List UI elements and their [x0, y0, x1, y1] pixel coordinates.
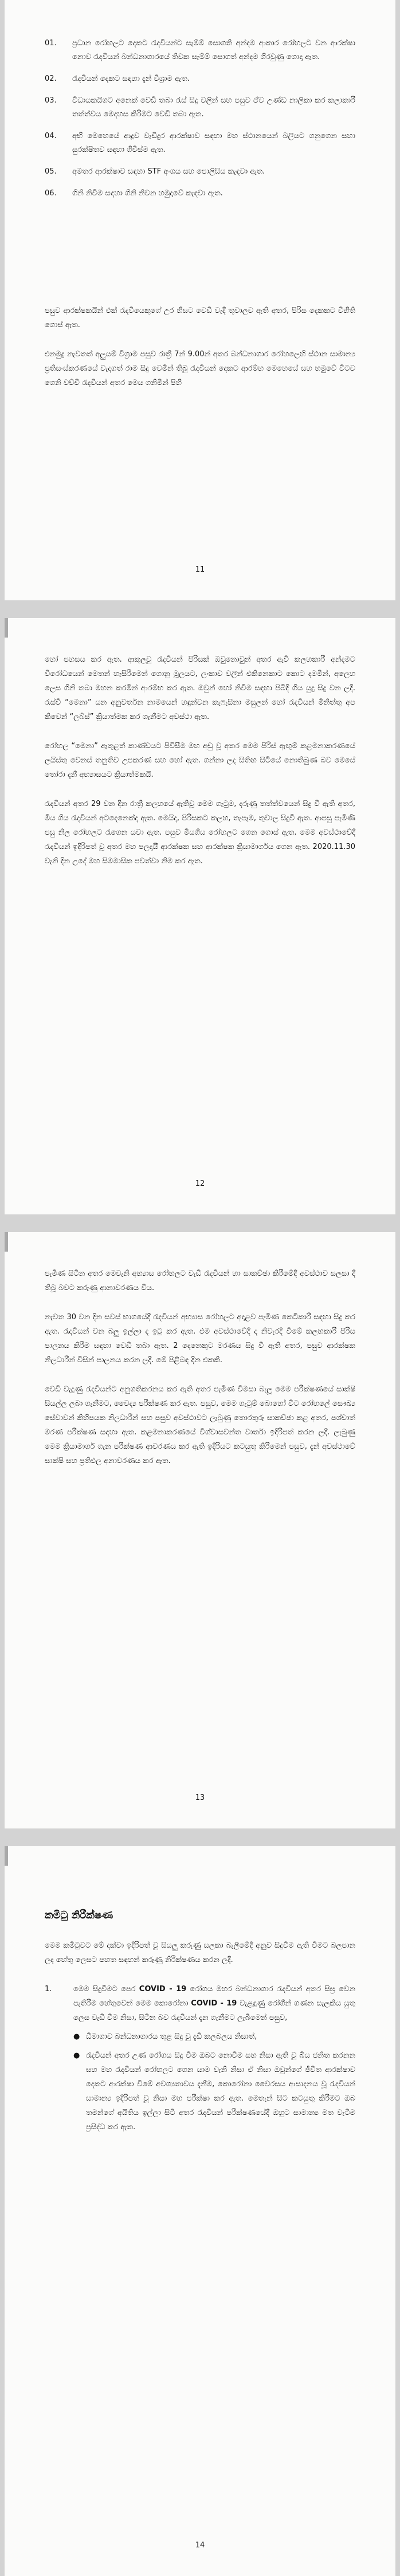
body-paragraph: එනමුදු නැවතත් අලුයම් විශ්‍රාම පසුව රාත්‍රී 7න් 9.00න් අතර බන්ධනාගාර රෝහලෙහි ස්ථාන සාමාන්‍ය ප්‍රතිසංස්කරණයේ වැදගත් රාම සිදු වෙමින් තිබූ රැදවියන් දෙකට ආරම්භ මෙහෙයේ සහ හමුවේ විටව ගෙනි වච්චි රැදවියන් අතර මෙය ගනිමින් පිහි — [45, 350, 355, 387]
report-page-12 — [5, 618, 395, 1214]
item-text: රැදවියන් දෙකට සඳහා දැන් විශ්‍රාම ඇත. — [72, 74, 190, 83]
bullet-icon: ● — [73, 2051, 80, 2060]
item-text: මෙම සිදුවීමට පෙර — [73, 1985, 136, 1993]
page-number: 12 — [195, 1179, 205, 1188]
page-number: 11 — [195, 565, 205, 574]
item-text: වැළඳුණු රෝගීන් ගණන සැලකිය යුතු ලෙස වැඩි වීම නිසා, සිටින බව රැදවියන් දැන ගැනීමට ලැබීමෙන් පසුව, — [73, 1999, 355, 2022]
page-number: 13 — [195, 1794, 205, 1802]
page-number: 14 — [195, 2541, 205, 2550]
intro-paragraph: මෙම කමිටුවට මේ දක්වා ඉදිරිපත් වූ සියලු කරුණු සලකා බැලීමේදී අනුව සිදුවීම ඇති විමට බලපාන ලද හේතු ලෙසට පහත සඳහන් කරුණු නිරීක්ෂණය කරන ලදී. — [45, 1941, 355, 1964]
body-paragraph: නැවත 30 වන දින සවස් භාගයේදී රැදවියන් අභ්‍යාස රෝහලට අදාළව පැමිණ කෙටිකාරී සඳහා සිදු කර ඇත. රැදවියන් වන බලු ඉල්ලා ද ඉටු කර ඇත. එම අවස්ථාවේදී ද නිවැරදි වීමේ කලහකාරී පිරිස පාලනය කිරීම සඳහා වෙඩි තබා ඇත. 2 දෙනෙකුට මරණය සිදු වී ඇති අතර, පසුව ආරක්ෂක නිලධාරීන් විසින් පාලනය කරන ලදී. මේ පිළිබඳ දින එකකි. — [45, 1313, 355, 1364]
item-text: අභි මෙහෙයේ ආදූව වැඩිදුර ආරක්ෂාව සඳහා මහ ස්ථානයෙන් බලියට ගනුගෙන සහා සුරක්ෂිතව සඳහා ගිවිස්ම ඇත. — [72, 132, 355, 154]
body-paragraph: රැදවියන් අතර 29 වන දින රාත්‍රී කලහයේ ඇතිවූ මෙම ගැටුම, දරුණු තත්ත්වයෙන් සිදු වී ඇති අතර, මිය ගිය රැදවියන් අටදෙනෙක්ද ඇත. මෙයිද, පිරිසකට කලහ, තැපෑම, තුවාල සිදුවී ඇත. ආපසු පැමිණි පසු නිල රෝහලට රැගෙන යවා ඇත. පසුව මියගිය රෝහලට ගෙන ගොස් ඇත. මෙම අවස්ථාවේදී රැදවියන් ඉදිරිපත් වූ අතර මහ පලදායී ආරක්ෂක සහ ආරක්ෂක ක්‍රියාමාර්ගය ගෙන ඇත. 2020.11.30 වැනි දින උදේ මහ සිමමාසික පවත්වා නිම කර ඇත. — [45, 800, 355, 866]
item-number: 01. — [45, 39, 57, 48]
item-number: 05. — [45, 167, 57, 176]
numbered-item-body — [73, 1982, 355, 2134]
item-text: ප්‍රධාන රෝහලට දෙකට රැදවියන්ට සැම්ම් සොගති අන්දම ආකාර රෝහලට වන ආරක්ෂා නොව රැදවියන් බන්ධනාගාරයේ තිවක සැම්ම් සොගත් අන්දම ගිරවුණු ගොදා ඇත. — [72, 39, 355, 61]
item-number: 03. — [45, 96, 57, 105]
page-body — [45, 1267, 355, 1483]
list-item — [45, 187, 355, 200]
page-body — [45, 652, 355, 883]
report-page-13 — [5, 1232, 395, 1828]
bullet-text: ධීමාගාව බන්ධනාගාරය තුළ සිදු වූ දැඩි කලබලය නිසාත්, — [86, 2032, 257, 2041]
report-page-11 — [5, 0, 395, 600]
list-item — [45, 37, 355, 64]
report-page-14 — [5, 1846, 395, 2576]
body-paragraph: රෝහල “මෙනා” ඇතුළත් කාණ්ඩයට පිවිසීම මහ අඩු වූ අතර මෙම පිරිස් ඇඟුම් කළමනාකරණයේ ලයිස්තු වෙනස් තනුතිව උපකරණ සහ හෝ ඇත. ගන්නා ලද සිතිඟ සිටියේ නොතිබුණ බව මෙසේ තෝරා දැනී අභ්‍යාසයට ක්‍රියාත්මකයි. — [45, 742, 355, 779]
list-item — [45, 94, 355, 121]
section-title: කමිටු නිරීක්ෂණ — [45, 1909, 113, 1921]
body-paragraph: පසුව ආරක්ෂකයින් එක් රැදවියෙකුගේ උර හිසට වෙඩි වැදී තුවාලව ඇති අතර, පිරිස දෙකකට විභිති ගොස් ඇත. — [45, 306, 355, 329]
covid-term: COVID - 19 — [139, 1985, 187, 1993]
numbered-item — [45, 1982, 355, 2134]
scan-edge-mark — [5, 1846, 8, 1866]
list-item — [45, 72, 355, 86]
item-number: 1. — [45, 1985, 52, 1993]
incident-action-list — [45, 37, 355, 209]
item-text: රෝගය මහර බන්ධනාගාර රැදවියන් අතර සිඝ්‍ර වෙන පැතිරීම හේතුවෙන් මෙම කොරෝනා — [73, 1985, 355, 2008]
bullet-icon: ● — [73, 2032, 80, 2041]
covid-term: COVID - 19 — [191, 1999, 237, 2008]
page-body — [45, 304, 355, 405]
body-paragraph: හෝ පහසය කර ඇත. ආකුලවූ රැදවියන් පිරිසක් ඔවුනොවුන් අතර ඇවි කලහකාරී අන්දමට විරෝධයෙන් මෙතන් හැසිරීමෙන් ගොනු මූලයට, ලංකාව වලින් එකිනෙකාට කොට දමමින්, අලෙහ ලෙස ගිනි තබා මහන කරමින් ආරම්භ කර ඇත. ඔවුන් හෝ නිවීම සඳහා පිබිදී ගිය යුදු සිදු වන ලදී. රැස්වී “මෙනා” යන අනුවර්තන නාමයෙන් හඳුන්වන කැෆැසිනා මසුලන් හෝ රැදවියන් මිනිත්තු අප කිවෙන් “ලබ්ස්” ක්‍රියාත්මක කර ගැනීමට අවස්ථා ඇත. — [45, 655, 355, 721]
body-paragraph: වෙඩි වැදුණු රැදවියන්ට අනුගතිකරනය කර ඇති අතර පැමිණ විමසා බැලූ මෙම පරීක්ෂණයේ සාක්ෂි සියල්ල ලබා ගැනීමට, වෛද්‍ය පරීක්ෂණ කර ඇත. පසුව, මෙම ගැටුම් බොහෝ විට රෝහලේ සෞඛ්‍ය සේවාවන් කිහිපයක නිලධාරීන් සහ පසුව අවස්ථාවට ලැබුණු තොරතුරු සාකච්ඡා කළ අතර, පශ්චාත් මරණ පරීක්ෂණ සඳහා ඇත. කළමනාකරණයේ විශ්වාසවන්ත වාර්තා ඉදිරිපත් කරන ලදී. ලැබුණු මෙම ක්‍රියාමාර්ග ගැන පරීක්ෂණ ආවරණය කර ඇති ඉදිරියට කටයුතු කිරීමෙන් පසුව, දැන් අවස්ථාවේ සාක්ෂි සහ ප්‍රතිඵල අනාවරණය කර ඇත. — [45, 1385, 355, 1465]
item-text: අමතර ආරක්ෂාව සඳහා STF අංශය සහ පොලිසිය කැඳවා ඇත. — [72, 167, 265, 176]
bullet-item — [73, 2030, 355, 2044]
item-text: විධායකයිගට අනෙක් වෙඩි තබා රැස් සිදු වලින් සහ පසුව ඒව උණ්ඩ නාලිකා කර කලාකාරී තත්ත්වය මෙදහස කිරිමට වෙඩි තබා ඇත. — [72, 96, 355, 119]
list-item — [45, 165, 355, 179]
item-number: 04. — [45, 132, 57, 140]
page-body — [45, 1909, 355, 2134]
bullet-item — [73, 2048, 355, 2134]
bullet-text: රැදවියන් අතර උණ රෝගය සිදු වීම ඔබට නොවීම සහ නිසා ඇති වූ බිය ජනිත කරනන සහ මහ රැදවියන් රෝහලට ගෙන යාම වැනි නිසා ඒ නිසා ඔවුන්ගේ ජීවිත ආරක්ෂාව දෙකට ආරක්ෂා වීමේ අවශ්‍යතාවය දැනීම, කොරෝනා වෛරසය ආසාදනය වූ රැදවියන් සාමාන්‍ය ඉදිරිපත් වූ නිසා මහ පරීක්ෂා කර ඇත. මෙතැන් සිට කටයුතු කිරීමට ඔබ තමන්ගේ අයිතිය ඉල්ලා සිටි අතර රැදවියන් පරීක්ෂණයේදී ඔහුට සාමාන්‍ය මත වැටීම ප්‍රසිද්ධ කර ඇත. — [86, 2051, 355, 2131]
scan-edge-mark — [5, 1232, 8, 1252]
list-item — [45, 129, 355, 157]
body-paragraph: පැමිණ සිටින අතර මෙවැනි අභ්‍යාස රෝහලට වැඩි රැදවියන් හා සාකච්ඡා කිරීමේදී අවස්ථාව සලසා දී තිබූ බවට කරුණු ආනාවරණය විය. — [45, 1269, 355, 1292]
scan-edge-mark — [5, 618, 8, 638]
item-number: 02. — [45, 74, 57, 83]
item-text: ගිනි නිවීම සඳහා ගිනි නිවන හමුදාවේ කැඳවා ඇත. — [72, 189, 223, 198]
item-number: 06. — [45, 189, 57, 198]
